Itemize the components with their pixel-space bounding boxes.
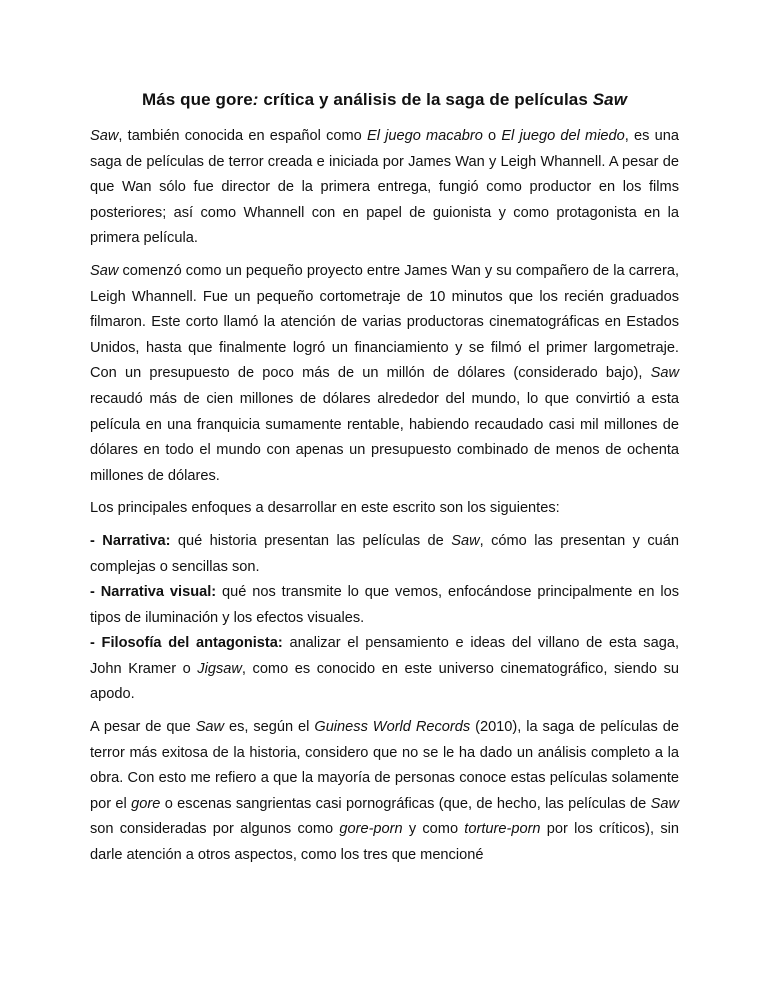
- paragraph-history: [90, 259, 679, 489]
- list-item-filosofia: [90, 631, 679, 708]
- body-text: qué nos transmite lo que vemos, enfocándose principalmente en los tipos de iluminación y los efectos visuales.: [90, 584, 679, 626]
- italic-text: Saw: [650, 365, 679, 382]
- paragraph-focus-intro: [90, 496, 679, 522]
- italic-text: Guiness World Records: [314, 719, 471, 736]
- italic-text: El juego macabro: [366, 128, 483, 144]
- list-item-label: - Narrativa:: [90, 532, 171, 549]
- body-text: o escenas sangrientas casi pornográficas (que, de hecho, las películas de: [160, 795, 651, 812]
- italic-text: Saw: [90, 262, 119, 279]
- italic-text: gore: [131, 795, 161, 812]
- title-part2: crítica y análisis de la saga de películas: [258, 90, 593, 109]
- body-text: analizar el pensamiento e ideas del villano de esta saga, John Kramer o: [90, 635, 679, 677]
- body-text: , también conocida en español como: [118, 128, 367, 144]
- italic-text: Saw: [451, 532, 480, 549]
- italic-text: torture-porn: [464, 821, 541, 838]
- body-text: , es una saga de películas de terror creada e iniciada por James Wan y Leigh Whannell. A pesar de que Wan sólo fue director de la primera entrega, fungió como productor en los films posteriores; así como Whannell con en papel de guionista y como protagonista en la primera película.: [90, 128, 679, 247]
- list-item-label: - Narrativa visual:: [90, 584, 217, 601]
- body-text: comenzó como un pequeño proyecto entre James Wan y su compañero de la carrera, Leigh Whannell. Fue un pequeño cortometraje de 10 minutos que los recién graduados filmaron. Este corto llamó la atención de varias productoras cinematográficas en Estados Unidos, hasta que finalmente logró un financiamiento y se filmó el primer largometraje. Con un presupuesto de poco más de un millón de dólares (considerado bajo),: [90, 262, 679, 382]
- body-text: , cómo las presentan y cuán complejas o sencillas son.: [90, 532, 679, 575]
- italic-text: Jigsaw: [197, 660, 242, 677]
- document-page: [90, 87, 679, 876]
- body-text: es, según el: [224, 719, 315, 736]
- list-item-narrativa-visual: [90, 580, 679, 631]
- italic-text: Saw: [650, 795, 680, 812]
- italic-text: Saw: [195, 719, 225, 736]
- document-title: [90, 87, 679, 113]
- body-text: , como es conocido en este universo cinematográfico, siendo su apodo.: [90, 660, 679, 703]
- paragraph-analysis: [90, 715, 679, 869]
- body-text: (2010), la saga de películas de terror más exitosa de la historia, considero que no se le ha dado un análisis completo a la obra. Con esto me refiero a que la mayoría de personas conoce estas películas solamente por el: [90, 719, 679, 812]
- paragraph-intro: [90, 124, 679, 252]
- body-text: Los principales enfoques a desarrollar en este escrito son los siguientes:: [90, 500, 560, 517]
- body-text: son consideradas por algunos como: [90, 821, 340, 838]
- body-text: por los críticos), sin darle atención a otros aspectos, como los tres que mencioné: [90, 821, 679, 864]
- body-text: y como: [402, 821, 465, 838]
- title-part3: Saw: [592, 90, 628, 109]
- body-text: qué historia presentan las películas de: [170, 532, 452, 549]
- italic-text: gore-porn: [339, 821, 403, 838]
- list-item-label: - Filosofía del antagonista:: [90, 635, 283, 652]
- title-part1: Más que gore: [141, 90, 253, 109]
- body-text: o: [482, 128, 502, 144]
- italic-text: El juego del miedo: [501, 128, 625, 144]
- body-text: A pesar de que: [90, 719, 196, 736]
- title-colon: :: [252, 90, 259, 109]
- italic-text: Saw: [90, 128, 119, 144]
- list-item-narrativa: [90, 529, 679, 580]
- body-text: recaudó más de cien millones de dólares alrededor del mundo, lo que convirtió a esta película en una franquicia sumamente rentable, habiendo recaudado casi mil millones de dólares en todo el mundo con apenas un presupuesto combinado de menos de ochenta millones de dólares.: [90, 390, 679, 484]
